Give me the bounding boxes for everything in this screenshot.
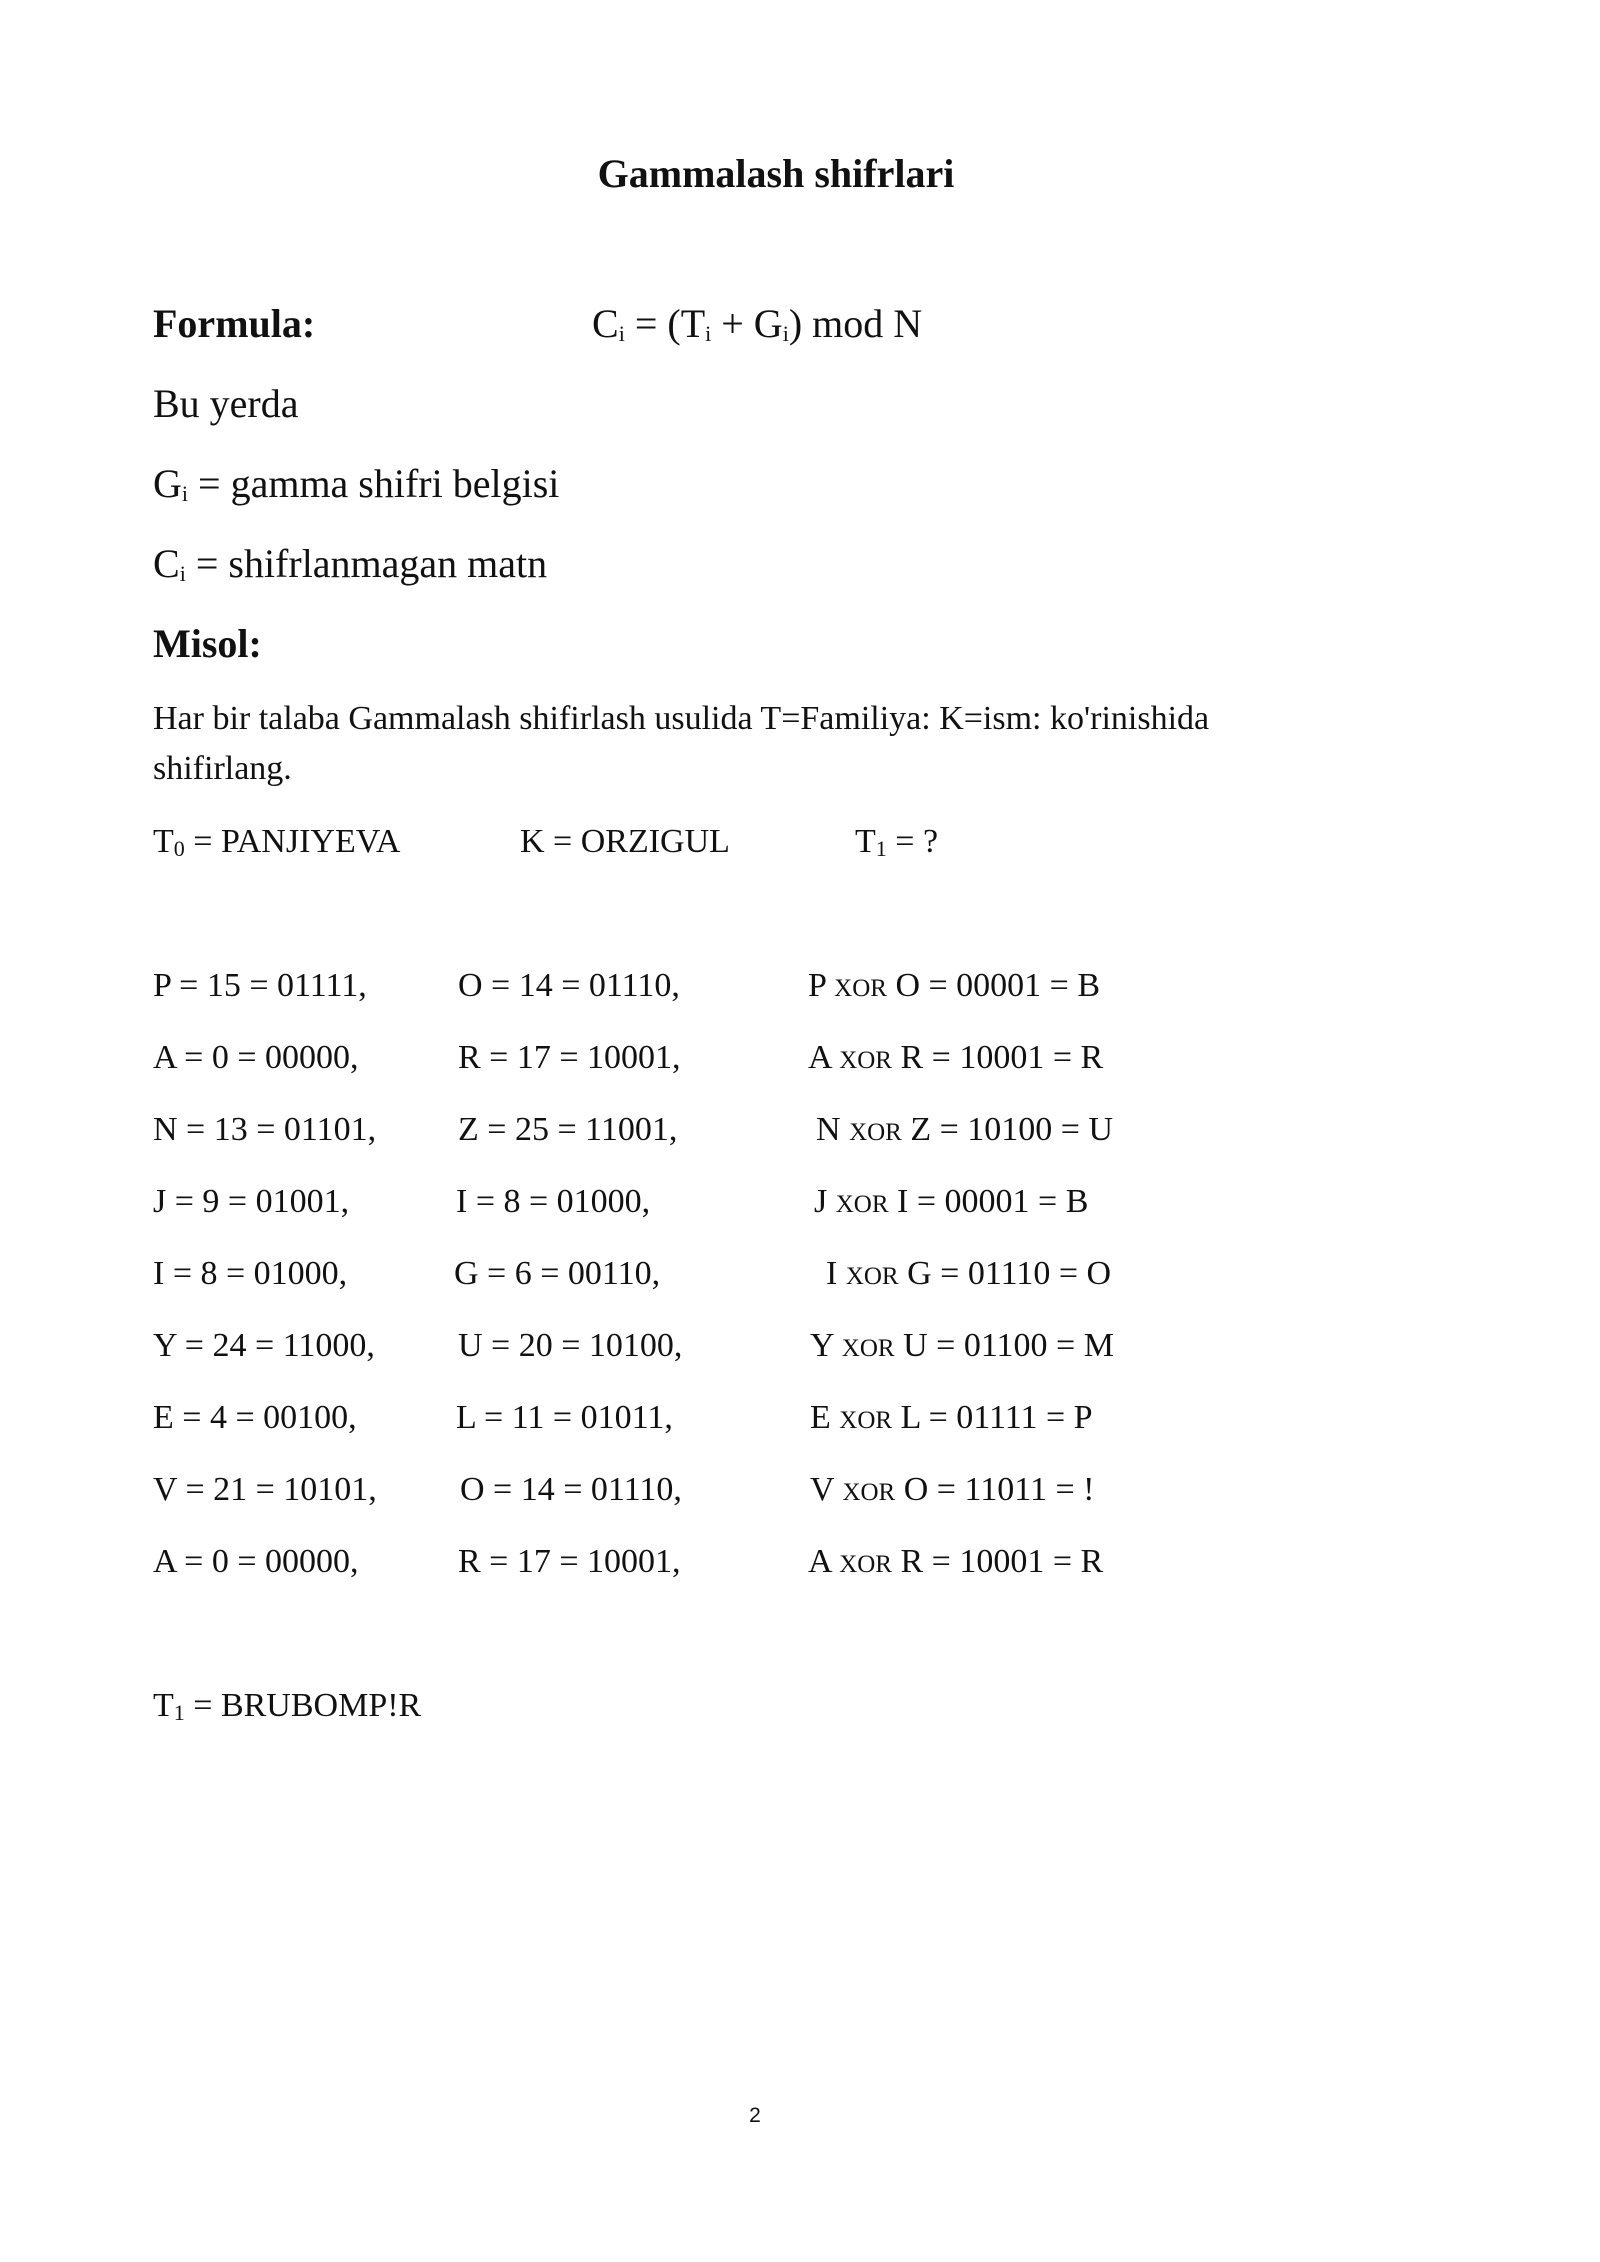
given-t0: T0 = PANJIYEVA — [153, 823, 401, 861]
row-plain: E = 4 = 00100, — [153, 1399, 357, 1436]
formula-label: Formula: — [153, 301, 316, 346]
row-plain: J = 9 = 01001, — [153, 1183, 350, 1220]
row-key: O = 14 = 01110, — [458, 967, 680, 1004]
row-xor: N XOR Z = 10100 = U — [816, 1111, 1114, 1148]
row-plain: A = 0 = 00000, — [153, 1543, 359, 1580]
row-xor: E XOR L = 01111 = P — [810, 1399, 1093, 1436]
row-key: U = 20 = 10100, — [458, 1327, 683, 1364]
row-plain: N = 13 = 01101, — [153, 1111, 377, 1148]
given-key: K = ORZIGUL — [520, 823, 730, 860]
row-key: I = 8 = 01000, — [456, 1183, 651, 1220]
definition-gamma: Gi = gamma shifri belgisi — [153, 461, 560, 506]
row-key: G = 6 = 00110, — [454, 1255, 661, 1292]
page-number: 2 — [749, 2104, 761, 2127]
formula-expression: Ci = (Ti + Gi) mod N — [592, 301, 923, 346]
row-key: L = 11 = 01011, — [456, 1399, 673, 1436]
task-line-1: Har bir talaba Gammalash shifirlash usulida T=Familiya: K=ism: ko'rinishida — [153, 700, 1210, 737]
row-xor: V XOR O = 11011 = ! — [810, 1471, 1095, 1508]
row-key: O = 14 = 01110, — [460, 1471, 682, 1508]
row-xor: A XOR R = 10001 = R — [808, 1039, 1104, 1076]
row-xor: I XOR G = 01110 = O — [826, 1255, 1112, 1292]
row-xor: A XOR R = 10001 = R — [808, 1543, 1104, 1580]
given-t1: T1 = ? — [855, 823, 939, 861]
row-plain: Y = 24 = 11000, — [153, 1327, 375, 1364]
row-plain: P = 15 = 01111, — [153, 967, 367, 1004]
row-key: Z = 25 = 11001, — [458, 1111, 678, 1148]
example-label: Misol: — [153, 621, 262, 666]
row-plain: V = 21 = 10101, — [153, 1471, 377, 1508]
where-label: Bu yerda — [153, 381, 299, 426]
row-key: R = 17 = 10001, — [458, 1039, 681, 1076]
task-line-2: shifirlang. — [153, 750, 292, 787]
row-xor: Y XOR U = 01100 = M — [810, 1327, 1114, 1364]
row-plain: I = 8 = 01000, — [153, 1255, 348, 1292]
result: T1 = BRUBOMP!R — [153, 1687, 422, 1725]
row-xor: J XOR I = 00001 = B — [814, 1183, 1089, 1220]
row-key: R = 17 = 10001, — [458, 1543, 681, 1580]
row-plain: A = 0 = 00000, — [153, 1039, 359, 1076]
row-xor: P XOR O = 00001 = B — [808, 967, 1101, 1004]
page-title: Gammalash shifrlari — [597, 151, 955, 196]
definition-cipher: Ci = shifrlanmagan matn — [153, 541, 548, 586]
